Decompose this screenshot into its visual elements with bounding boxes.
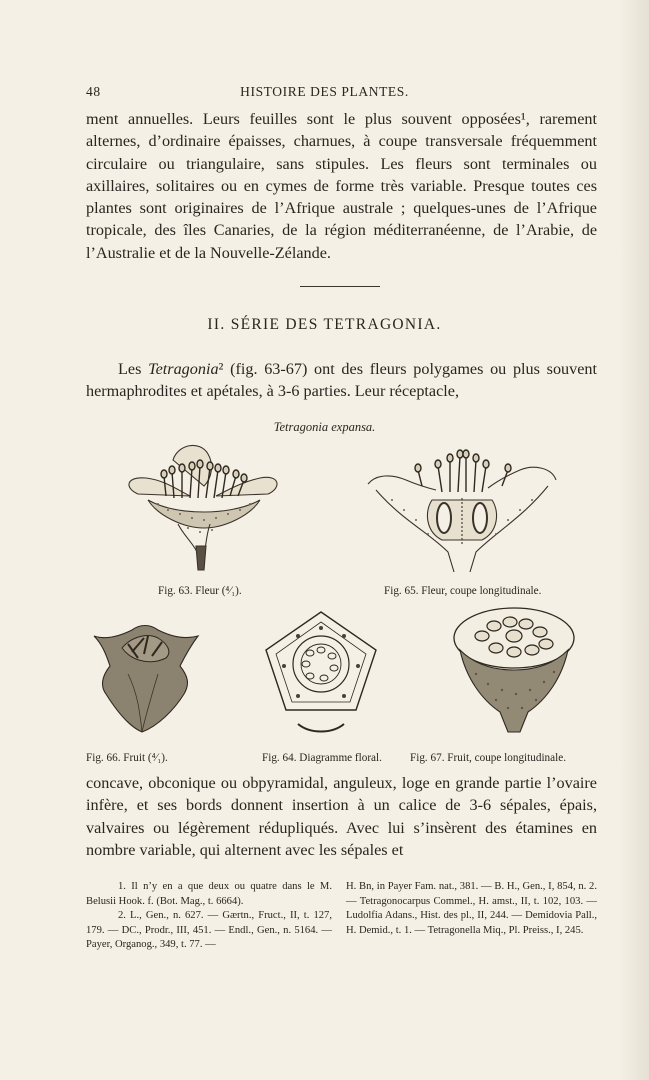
caption-fig-65: Fig. 65. Fleur, coupe longitudinale. — [384, 585, 542, 597]
section-heading: II. SÉRIE DES TETRAGONIA. — [207, 316, 442, 333]
paragraph-3-text: concave, obconique ou obpyramidal, anguleux, loge en grande partie l’ovaire infère, et ses bords donnent insertion à un calice de 3-6 sépales, épais, valvaires ou légèrement rédupliqués. Avec lui s’insèrent des étamines en nombre variable, qui alternent avec les sépales et — [86, 774, 597, 859]
paragraph-continued — [86, 108, 597, 264]
footnote-1: 1. Il n’y en a que deux ou quatre dans le M. Belusii Hook. f. (Bot. Mag., t. 6664). — [86, 881, 332, 907]
paragraph-2-rest: ² (fig. 63-67) ont des fleurs polygames ou plus souvent hermaphrodites et apétales, à 3-6 parties. Leur réceptacle, — [86, 360, 597, 401]
paragraph-2 — [86, 358, 597, 403]
figure-66-fruit-illustration — [88, 614, 203, 744]
caption-fig-66: Fig. 66. Fruit (⁴⁄₁). — [86, 752, 168, 764]
caption-fig-64: Fig. 64. Diagramme floral. — [262, 752, 382, 764]
figure-63-flower-illustration — [118, 438, 288, 573]
paragraph-1-text: ment annuelles. Leurs feuilles sont le plus souvent opposées¹, rarement alternes, d’ordinaire épaisses, charnues, à coupe transversale fréquemment circulaire ou triangulaire, sans stipules. Les fleurs sont terminales ou axillaires, solitaires ou en cymes de forme très variable. Presque toutes ces plantes sont originaires de l’Afrique australe ; quelques-unes de l’Afrique tropicale, des îles Canaries, de la région méditerranéenne, de l’Arabie, de l’Australie et de la Nouvelle-Zélande. — [86, 110, 597, 262]
footnotes-right-column — [346, 880, 597, 938]
footnote-2-continued: H. Bn, in Payer Fam. nat., 381. — B. H., Gen., I, 854, n. 2. — Tetragonocarpus Commel., H. amst., II, t. 102, 103. — Ludolfia Adans., Hist. des pl., II, 244. — Demidovia Pall., H. Demid., t. 1. — Tetragonella Miq., Pl. Preiss., I, 245. — [346, 881, 597, 936]
paragraph-2-start: Les — [118, 360, 149, 378]
figure-64-floral-diagram — [258, 606, 384, 744]
page-header — [0, 84, 649, 102]
footnotes-left-column — [86, 880, 332, 953]
running-title: HISTOIRE DES PLANTES. — [240, 84, 409, 99]
page-number: 48 — [86, 84, 101, 99]
caption-fig-67: Fig. 67. Fruit, coupe longitudinale. — [410, 752, 566, 764]
figure-plate-title: Tetragonia expansa. — [273, 420, 376, 434]
section-divider — [300, 286, 380, 287]
paragraph-3 — [86, 772, 597, 861]
genus-name: Tetragonia — [148, 360, 219, 378]
figure-65-section-illustration — [362, 440, 562, 575]
caption-fig-63: Fig. 63. Fleur (⁴⁄₁). — [158, 585, 242, 597]
footnote-2: 2. L., Gen., n. 627. — Gærtn., Fruct., II, t. 127, 179. — DC., Prodr., III, 451. — Endl., Gen., n. 5164. — Payer, Organog., 349, t. 77. — — [86, 910, 332, 950]
figure-67-fruit-section-illustration — [452, 604, 582, 742]
